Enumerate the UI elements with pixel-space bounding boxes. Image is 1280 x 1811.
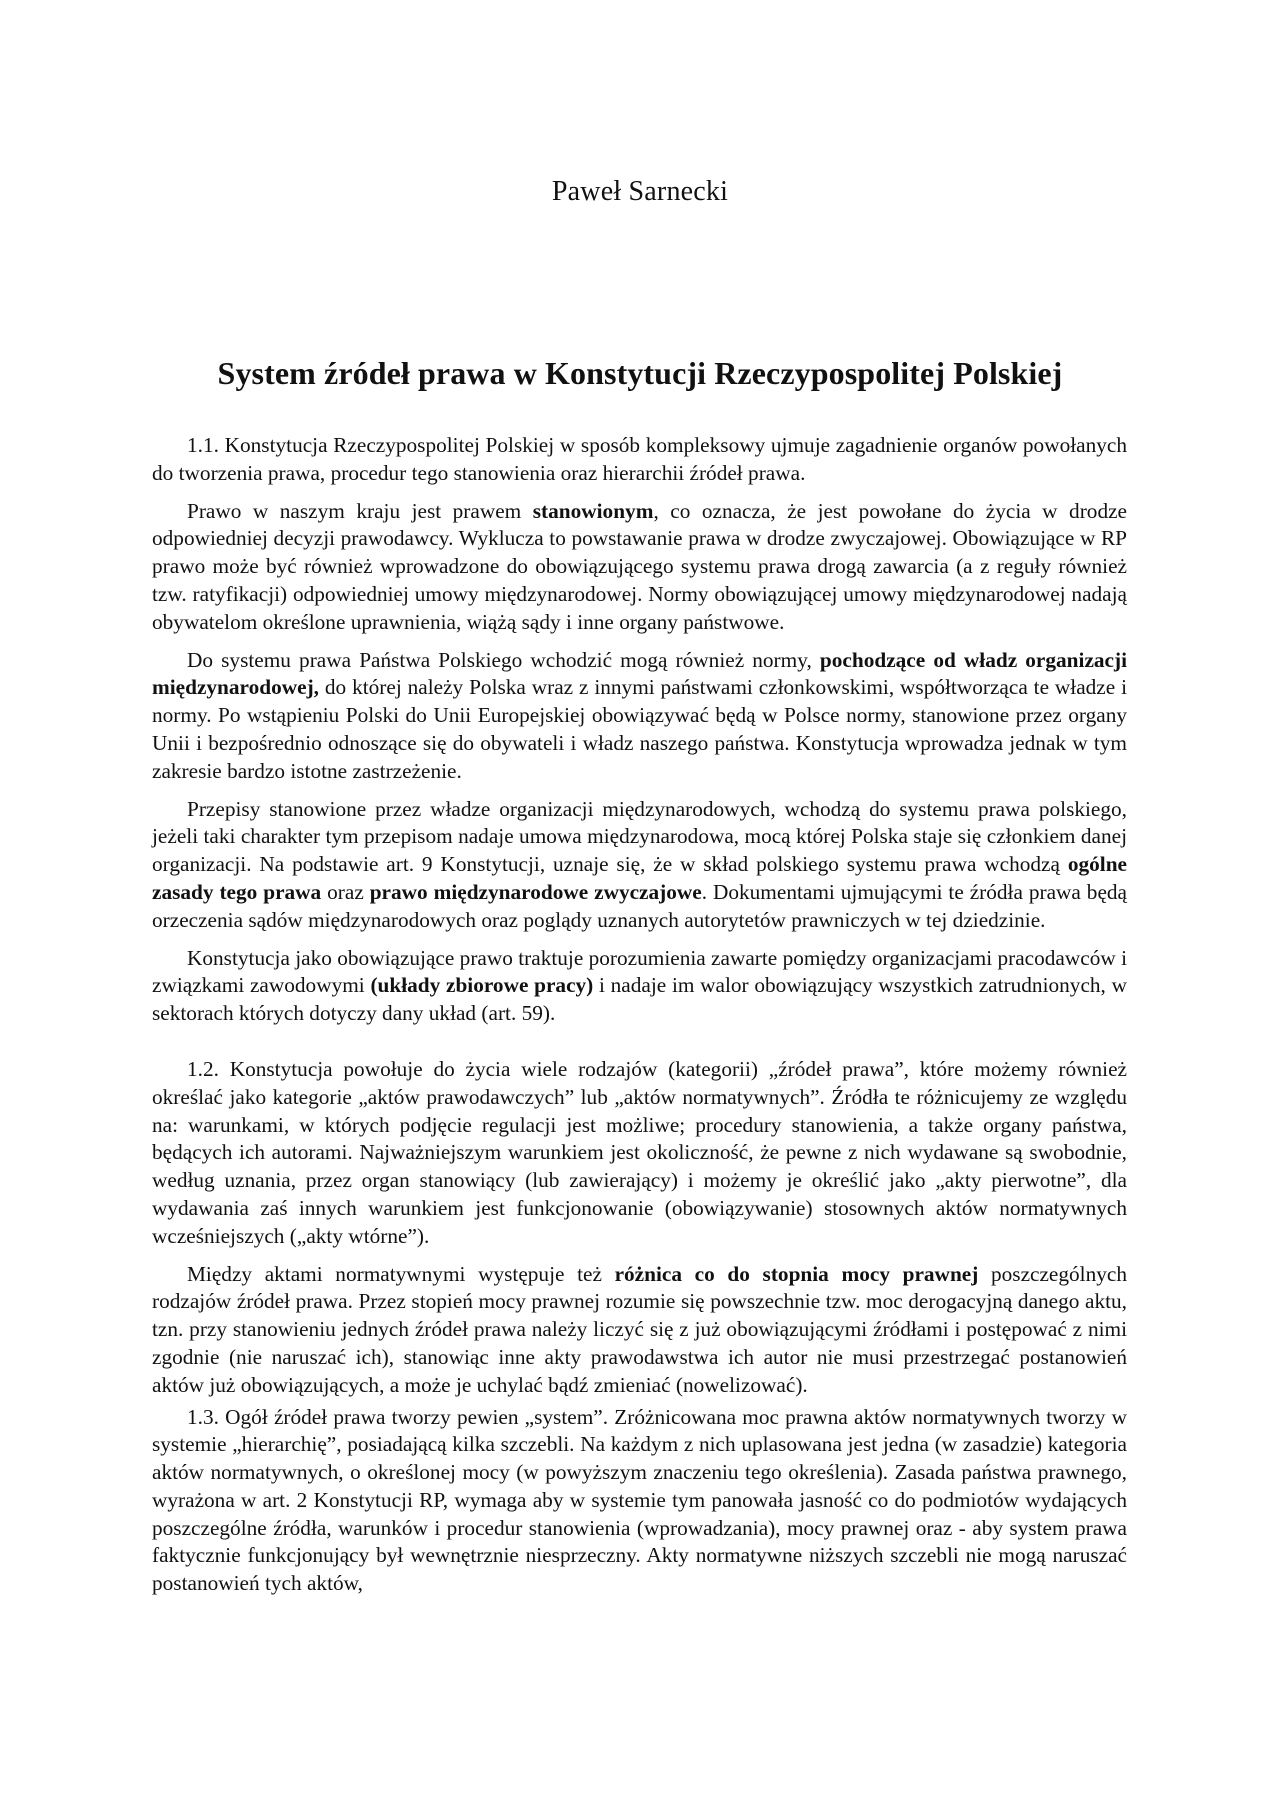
text-run: 1.3. Ogół źródeł prawa tworzy pewien „system”. Zróżnicowana moc prawna aktów normatywnych tworzy w systemie „hierarchię”, posiadającą kilka szczebli. Na każdym z nich uplasowana jest jedna (w zasadzie) kategoria aktów normatywnych, o określonej mocy (w powyższym znaczeniu tego określenia). Zasada państwa prawnego, wyrażona w art. 2 Konstytucji RP, wymaga aby w systemie tym panowała jasność co do podmiotów wydających poszczególne źródła, warunków i procedur stanowienia (wprowadzania), mocy prawnej oraz - aby system prawa faktycznie funkcjonujący był wewnętrznie niesprzeczny. Akty normatywne niższych szczebli nie mogą naruszać postanowień tych aktów, [152, 1404, 1127, 1596]
text-run: , co oznacza, że jest powołane do życia w drodze odpowiedniej decyzji prawodawcy. Wyklucza to powstawanie prawa w drodze zwyczajowej. Obowiązujące w RP prawo może być również wprowadzone do obowiązującego systemu prawa drogą zawarcia (a z reguły również tzw. ratyfikacji) odpowiedniej umowy międzynarodowej. Normy obowiązującej umowy międzynarodowej nadają obywatelom określone uprawnienia, wiążą sądy i inne organy państwowe. [152, 498, 1127, 634]
text-run: i nadaje im walor obowiązujący wszystkich zatrudnionych, w sektorach których dotyczy dany układ (art. 59). [152, 973, 1127, 1026]
emphasis-term: (układy zbiorowe pracy) [370, 973, 594, 998]
text-run: . Dokumentami ujmującymi te źródła prawa będą orzeczenia sądów międzynarodowych oraz poglądy uznanych autorytetów prawniczych w tej dziedzinie. [152, 879, 1127, 932]
paragraph-uklady-zbiorowe [152, 945, 1127, 1028]
emphasis-term: pochodzące od władz organizacji międzynarodowej, [152, 647, 1128, 700]
paragraph-organizacje-miedzynarodowe [152, 647, 1127, 786]
text-run: 1.1. Konstytucja Rzeczypospolitej Polskiej w sposób kompleksowy ujmuje zagadnienie organów powołanych do tworzenia prawa, procedur tego stanowienia oraz hierarchii źródeł prawa. [152, 433, 1127, 485]
document-body [152, 432, 1127, 1608]
text-run: Między aktami normatywnymi występuje też [187, 1261, 615, 1286]
paragraph-1-2 [152, 1056, 1127, 1251]
paragraph-1-3 [152, 1404, 1127, 1599]
author-name: Paweł Sarnecki [551, 176, 729, 207]
emphasis-term: ogólne zasady tego prawa [152, 852, 1127, 904]
text-run: 1.2. Konstytucja powołuje do życia wiele rodzajów (kategorii) „źródeł prawa”, które możemy również określać jako kategorie „aktów prawodawczych” lub „aktów normatywnych”. Źródła te różnicujemy ze względu na: warunkami, w których podjęcie regulacji jest możliwe; procedury stanowienia, a także organy państwa, będących ich autorami. Najważniejszym warunkiem jest okoliczność, że pewne z nich wydawane są swobodnie, według uznania, przez organ stanowiący (lub zawierający) i możemy je określić jako „akty pierwotne”, dla wydawania zaś innych warunkiem jest funkcjonowanie (obowiązywanie) stosownych aktów normatywnych wcześniejszych („akty wtórne”). [152, 1056, 1127, 1248]
document-title: System źródeł prawa w Konstytucji Rzeczypospolitej Polskiej [217, 355, 1063, 391]
paragraph-moc-prawna [152, 1261, 1127, 1400]
paragraph-1-1 [152, 432, 1127, 488]
text-run: do której należy Polska wraz z innymi państwami członkowskimi, współtworząca te władze i normy. Po wstąpieniu Polski do Unii Europejskiej obowiązywać będą w Polsce normy, stanowione przez organy Unii i bezpośrednio odnoszące się do obywateli i władz naszego państwa. Konstytucja wprowadza jednak w tym zakresie bardzo istotne zastrzeżenie. [152, 675, 1127, 783]
emphasis-term: różnica co do stopnia mocy prawnej [614, 1261, 979, 1286]
text-run: Prawo w naszym kraju jest prawem [187, 498, 533, 523]
text-run: poszczególnych rodzajów źródeł prawa. Przez stopień mocy prawnej rozumie się powszechnie tzw. moc derogacyjną danego aktu, tzn. przy stanowieniu jednych źródeł prawa należy liczyć się z już obowiązującymi źródłami i postępować z nimi zgodnie (nie naruszać ich), stanowiąc inne akty prawodawstwa ich autor nie musi przestrzegać postanowień aktów już obowiązujących, a może je uchylać bądź zmieniać (nowelizować). [152, 1261, 1128, 1397]
emphasis-term: prawo międzynarodowe zwyczajowe [369, 879, 702, 904]
text-run: Konstytucja jako obowiązujące prawo traktuje porozumienia zawarte pomiędzy organizacjami pracodawców i związkami zawodowymi [152, 945, 1127, 998]
paragraph-stanowione-prawo [152, 498, 1127, 637]
paragraph-przepisy-organizacji [152, 796, 1127, 935]
text-run: Przepisy stanowione przez władze organizacji międzynarodowych, wchodzą do systemu prawa polskiego, jeżeli taki charakter tym przepisom nadaje umowa międzynarodowa, mocą której Polska staje się członkiem danej organizacji. Na podstawie art. 9 Konstytucji, uznaje się, że w skład polskiego systemu prawa wchodzą [152, 796, 1127, 877]
text-run: Do systemu prawa Państwa Polskiego wchodzić mogą również normy, [187, 647, 820, 672]
text-run: oraz [321, 879, 370, 904]
emphasis-term: stanowionym [532, 498, 654, 523]
